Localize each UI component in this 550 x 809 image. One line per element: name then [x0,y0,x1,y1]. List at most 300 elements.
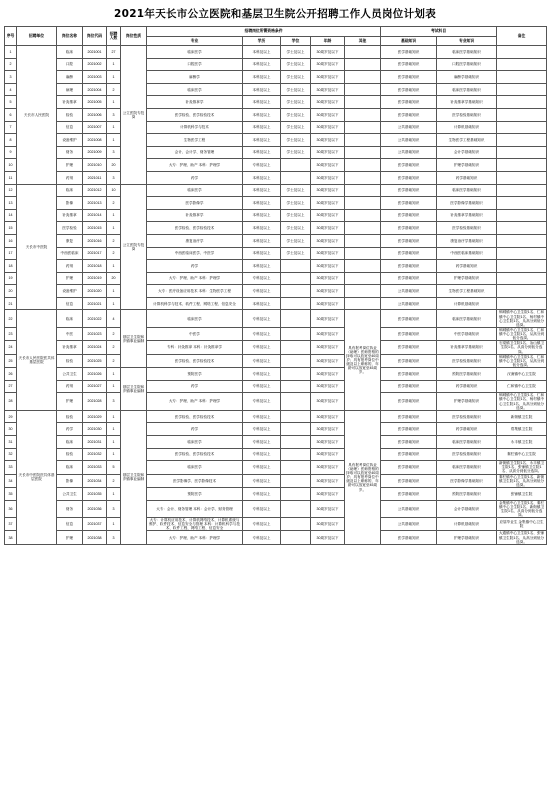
col-count: 招聘人数 [107,27,121,46]
row-seq: 31 [5,435,17,448]
post-count: 3 [107,500,121,518]
table-row [5,518,547,531]
major-requirement: 生物医学工程 [147,134,243,147]
post-name: 康复 [57,234,83,247]
exam-professional: 医学影像学基础知识 [437,474,497,487]
row-remark [497,222,547,235]
table-row [5,461,547,474]
education-requirement: 专科及以上 [243,500,281,518]
exam-basic: 医学基础知识 [381,272,437,285]
table-row [5,108,547,121]
degree-requirement: 学士及以上 [281,46,311,59]
post-name: 临床 [57,435,83,448]
post-nature: 基层卫生院和乡镇事业编制 [121,368,147,411]
post-count: 2 [107,341,121,354]
row-remark: 郑集镇卫生院 [497,423,547,436]
degree-requirement: 学士及以上 [281,134,311,147]
age-requirement: 30周岁及以下 [311,487,345,500]
age-requirement: 30周岁及以下 [311,272,345,285]
exam-professional: 医学检验基础知识 [437,448,497,461]
post-code: 2021026 [83,368,107,381]
exam-professional: 医学检验基础知识 [437,354,497,367]
major-requirement: 医学影像学、医学影像技术 [147,474,243,487]
exam-basic: 医学基础知识 [381,327,437,340]
exam-professional: 生物医学工程基础知识 [437,285,497,298]
table-row [5,46,547,59]
major-requirement: 临床医学 [147,310,243,328]
post-code: 2021035 [83,487,107,500]
exam-professional: 计算机基础知识 [437,518,497,531]
education-requirement: 专科及以上 [243,285,281,298]
row-seq: 34 [5,474,17,487]
row-remark: 秦栏镇中心卫生院 [497,448,547,461]
document-title: 2021年天长市公立医院和基层卫生院公开招聘工作人员岗位计划表 [113,8,437,20]
degree-requirement [281,354,311,367]
table-row [5,285,547,298]
degree-requirement [281,487,311,500]
exam-basic: 医学基础知识 [381,209,437,222]
exam-basic: 公共基础知识 [381,500,437,518]
major-requirement: 大专：护理、助产 本科：护理学 [147,272,243,285]
age-requirement: 30周岁及以下 [311,393,345,411]
post-code: 2021006 [83,108,107,121]
col-nature: 岗位性质 [121,27,147,46]
education-requirement: 专科及以上 [243,272,281,285]
exam-basic: 医学基础知识 [381,393,437,411]
education-requirement: 本科及以上 [243,260,281,273]
table-row [5,58,547,71]
post-name: 护理 [57,272,83,285]
post-code: 2021014 [83,209,107,222]
degree-requirement: 学士及以上 [281,197,311,210]
row-remark [497,285,547,298]
degree-requirement: 学士及以上 [281,146,311,159]
exam-professional: 药学基础知识 [437,423,497,436]
post-name: 针灸推拿 [57,96,83,109]
age-requirement: 30周岁及以下 [311,341,345,354]
table-row [5,354,547,367]
major-requirement: 针灸推拿学 [147,209,243,222]
row-remark [497,197,547,210]
post-code: 2021023 [83,327,107,340]
exam-professional: 护理学基础知识 [437,393,497,411]
education-requirement: 本科及以上 [243,121,281,134]
age-requirement: 30周岁及以下 [311,310,345,328]
post-name: 临床 [57,461,83,474]
degree-requirement: 学士及以上 [281,83,311,96]
degree-requirement: 学士及以上 [281,71,311,84]
other-requirement [345,197,381,210]
row-remark: 铜城镇中心卫生院1名、仁和镇中心卫生院1名，从高分到低分选岗。 [497,327,547,340]
exam-basic: 医学基础知识 [381,108,437,121]
post-code: 2021008 [83,134,107,147]
major-requirement: 计算机科学与技术、软件工程、网络工程、信息安全 [147,297,243,310]
major-requirement: 药学 [147,423,243,436]
row-remark: 新街镇卫生院1名、永丰镇卫生院1名、张铺镇卫生院1名、从高分到低分选岗。 [497,461,547,474]
exam-professional: 临床医学基础知识 [437,83,497,96]
degree-requirement [281,500,311,518]
post-name: 中医 [57,327,83,340]
major-requirement: 针灸推拿学 [147,96,243,109]
other-requirement [345,234,381,247]
row-remark [497,184,547,197]
post-name: 公共卫生 [57,487,83,500]
row-seq: 16 [5,234,17,247]
table-row [5,410,547,423]
row-remark [497,58,547,71]
row-remark [497,260,547,273]
table-row [5,96,547,109]
age-requirement: 30周岁及以下 [311,297,345,310]
post-code: 2021004 [83,83,107,96]
degree-requirement [281,159,311,172]
table-row [5,393,547,411]
education-requirement: 本科及以上 [243,222,281,235]
post-code: 2021007 [83,121,107,134]
education-requirement: 本科及以上 [243,247,281,260]
table-row [5,380,547,393]
age-requirement: 30周岁及以下 [311,121,345,134]
degree-requirement: 学士及以上 [281,234,311,247]
degree-requirement [281,260,311,273]
post-count: 1 [107,368,121,381]
degree-requirement [281,310,311,328]
other-requirement [345,96,381,109]
table-row [5,500,547,518]
post-name: 护理 [57,159,83,172]
post-name: 财务 [57,500,83,518]
age-requirement: 30周岁及以下 [311,461,345,474]
row-seq: 14 [5,209,17,222]
row-remark: 永丰镇卫生院 [497,435,547,448]
col-remark: 备注 [497,27,547,46]
row-seq: 19 [5,272,17,285]
exam-professional: 护理学基础知识 [437,159,497,172]
row-remark [497,247,547,260]
post-code: 2021022 [83,310,107,328]
major-requirement: 医学检验、医学检验技术 [147,354,243,367]
col-education: 学历 [243,37,281,46]
education-requirement: 本科及以上 [243,83,281,96]
table-row [5,341,547,354]
post-code: 2021034 [83,474,107,487]
exam-basic: 医学基础知识 [381,83,437,96]
table-header [5,27,547,46]
row-seq: 30 [5,423,17,436]
exam-professional: 康复治疗学基础知识 [437,234,497,247]
major-requirement: 口腔医学 [147,58,243,71]
row-remark: 张铺镇卫生院 [497,487,547,500]
table-row [5,134,547,147]
exam-basic: 医学基础知识 [381,247,437,260]
degree-requirement [281,341,311,354]
exam-professional: 临床医学基础知识 [437,310,497,328]
major-requirement: 临床医学 [147,184,243,197]
age-requirement: 30周岁及以下 [311,222,345,235]
education-requirement: 专科及以上 [243,368,281,381]
post-code: 2021024 [83,341,107,354]
post-code: 2021013 [83,197,107,210]
post-count: 2 [107,354,121,367]
post-code: 2021027 [83,380,107,393]
other-requirement [345,159,381,172]
exam-basic: 公共基础知识 [381,518,437,531]
col-exam: 考试科目 [381,27,497,37]
col-professional: 专业知识 [437,37,497,46]
table-row [5,171,547,184]
education-requirement: 专科及以上 [243,435,281,448]
col-unit: 招聘单位 [17,27,57,46]
degree-requirement [281,423,311,436]
row-seq: 12 [5,184,17,197]
other-requirement [345,58,381,71]
exam-professional: 针灸推拿学基础知识 [437,96,497,109]
exam-basic: 医学基础知识 [381,96,437,109]
row-seq: 7 [5,121,17,134]
post-name: 设备维护 [57,285,83,298]
exam-professional: 会计学基础知识 [437,146,497,159]
degree-requirement [281,461,311,474]
exam-basic: 医学基础知识 [381,197,437,210]
post-code: 2021019 [83,272,107,285]
education-requirement: 专科及以上 [243,341,281,354]
education-requirement: 本科及以上 [243,134,281,147]
row-remark: 汊涧镇中心卫生院 [497,368,547,381]
education-requirement: 专科及以上 [243,518,281,531]
age-requirement: 30周岁及以下 [311,518,345,531]
post-code: 2021033 [83,461,107,474]
col-major: 专业 [147,37,243,46]
post-count: 1 [107,487,121,500]
row-seq: 6 [5,108,17,121]
post-name: 影像 [57,197,83,210]
post-name: 临床 [57,310,83,328]
table-row [5,423,547,436]
exam-basic: 公共基础知识 [381,146,437,159]
post-name: 病理 [57,83,83,96]
post-name: 药剂 [57,380,83,393]
post-name: 信息 [57,297,83,310]
recruiting-unit: 天长市中医院医共体基层医院 [17,410,57,544]
major-requirement: 计算机科学与技术 [147,121,243,134]
post-count: 2 [107,474,121,487]
row-remark: 铜城镇中心卫生院1名、仁和镇中心卫生院1名，从高分到低分选岗。 [497,354,547,367]
post-code: 2021028 [83,393,107,411]
row-seq: 32 [5,448,17,461]
exam-basic: 医学基础知识 [381,260,437,273]
row-remark: 金集镇中心卫生院1名、秦栏镇中心卫生院1名、新街镇卫生院1名，从高分到低分选岗。 [497,500,547,518]
exam-professional: 护理学基础知识 [437,531,497,544]
post-code: 2021002 [83,58,107,71]
age-requirement: 30周岁及以下 [311,134,345,147]
table-row [5,247,547,260]
major-requirement: 临床医学 [147,83,243,96]
post-count: 2 [107,247,121,260]
education-requirement: 本科及以上 [243,197,281,210]
degree-requirement [281,380,311,393]
major-requirement: 大专：护理、助产 本科：护理学 [147,531,243,544]
post-name: 药学 [57,423,83,436]
row-seq: 15 [5,222,17,235]
post-name: 信息 [57,121,83,134]
age-requirement: 30周岁及以下 [311,209,345,222]
post-code: 2021038 [83,531,107,544]
post-count: 2 [107,197,121,210]
post-name: 信息 [57,518,83,531]
exam-basic: 公共基础知识 [381,285,437,298]
other-requirement [345,83,381,96]
post-code: 2021025 [83,354,107,367]
post-name: 护理 [57,393,83,411]
row-remark: 应届毕业生 金集镇中心卫生院 [497,518,547,531]
other-requirement [345,171,381,184]
row-seq: 37 [5,518,17,531]
exam-professional: 会计学基础知识 [437,500,497,518]
degree-requirement [281,448,311,461]
exam-professional: 医学影像学基础知识 [437,197,497,210]
education-requirement: 本科及以上 [243,297,281,310]
exam-professional: 计算机基础知识 [437,297,497,310]
post-code: 2021003 [83,71,107,84]
age-requirement: 30周岁及以下 [311,171,345,184]
post-count: 27 [107,46,121,59]
post-nature: 基层卫生院和乡镇事业编制 [121,310,147,368]
education-requirement: 专科及以上 [243,159,281,172]
post-count: 1 [107,71,121,84]
major-requirement: 药学 [147,260,243,273]
exam-basic: 医学基础知识 [381,159,437,172]
col-other: 其他 [345,37,381,46]
other-requirement [345,247,381,260]
table-body [5,46,547,545]
row-seq: 25 [5,354,17,367]
row-seq: 36 [5,500,17,518]
post-name: 检验 [57,448,83,461]
post-count: 3 [107,146,121,159]
age-requirement: 30周岁及以下 [311,71,345,84]
row-seq: 4 [5,83,17,96]
degree-requirement: 学士及以上 [281,222,311,235]
row-seq: 29 [5,410,17,423]
education-requirement: 本科及以上 [243,171,281,184]
education-requirement: 专科及以上 [243,474,281,487]
recruiting-unit: 天长市人民医院医共体基层医院 [17,310,57,410]
post-count: 1 [107,96,121,109]
education-requirement: 本科及以上 [243,234,281,247]
row-remark: 新街镇卫生院 [497,410,547,423]
post-nature: 公立医院专技岗 [121,46,147,185]
education-requirement: 专科及以上 [243,410,281,423]
post-name: 针灸推拿 [57,341,83,354]
exam-professional: 中医学基础知识 [437,327,497,340]
post-code: 2021029 [83,410,107,423]
post-count: 1 [107,448,121,461]
post-code: 2021036 [83,500,107,518]
post-count: 2 [107,83,121,96]
post-count: 1 [107,121,121,134]
other-requirement [345,71,381,84]
post-code: 2021012 [83,184,107,197]
row-seq: 11 [5,171,17,184]
post-code: 2021011 [83,171,107,184]
row-remark [497,96,547,109]
exam-basic: 医学基础知识 [381,368,437,381]
exam-professional: 临床医学基础知识 [437,461,497,474]
post-nature: 基层卫生院和乡镇事业编制 [121,410,147,544]
col-seq: 序号 [5,27,17,46]
degree-requirement [281,393,311,411]
post-count: 3 [107,531,121,544]
exam-professional: 计算机基础知识 [437,121,497,134]
row-remark: 石梁镇卫生院1名、冶山镇卫生院1名，从高分到低分选岗。 [497,341,547,354]
education-requirement: 本科及以上 [243,58,281,71]
post-code: 2021037 [83,518,107,531]
exam-basic: 医学基础知识 [381,410,437,423]
exam-basic: 医学基础知识 [381,310,437,328]
table-row [5,159,547,172]
post-count: 1 [107,58,121,71]
post-code: 2021032 [83,448,107,461]
age-requirement: 30周岁及以下 [311,234,345,247]
row-remark [497,46,547,59]
table-row [5,146,547,159]
major-requirement: 大专：护理、助产 本科：护理学 [147,393,243,411]
degree-requirement [281,285,311,298]
table-row [5,272,547,285]
major-requirement: 专科：针灸推拿 本科：针灸推拿学 [147,341,243,354]
table-row [5,327,547,340]
post-count: 1 [107,222,121,235]
post-name: 检验 [57,410,83,423]
row-seq: 33 [5,461,17,474]
age-requirement: 30周岁及以下 [311,285,345,298]
exam-basic: 医学基础知识 [381,487,437,500]
col-conditions: 招聘岗位所需资格条件 [147,27,381,37]
other-requirement [345,46,381,59]
post-name: 医学检验 [57,222,83,235]
exam-basic: 医学基础知识 [381,46,437,59]
post-name: 临床 [57,46,83,59]
post-count: 2 [107,327,121,340]
age-requirement: 30周岁及以下 [311,474,345,487]
table-row [5,209,547,222]
exam-professional: 中西医临床基础知识 [437,247,497,260]
post-name: 设备维护 [57,134,83,147]
post-name: 口腔 [57,58,83,71]
row-seq: 9 [5,146,17,159]
exam-basic: 公共基础知识 [381,134,437,147]
other-requirement: 具有报考岗位执业（助理）医师资格的择取可以放宽至40周岁；具有报考岗位中级及以上职称的，年龄可以放宽至45周岁。 [345,310,381,410]
other-requirement: 具有报考岗位执业（助理）医师资格的择取可以放宽至40周岁；具有报考岗位中级及以上职称的，年龄可以放宽至45周岁。 [345,410,381,544]
col-basic: 基础知识 [381,37,437,46]
education-requirement: 本科及以上 [243,96,281,109]
exam-basic: 医学基础知识 [381,354,437,367]
education-requirement: 本科及以上 [243,209,281,222]
col-post-code: 岗位代码 [83,27,107,46]
col-age: 年龄 [311,37,345,46]
major-requirement: 医学影像学 [147,197,243,210]
row-seq: 23 [5,327,17,340]
degree-requirement: 学士及以上 [281,96,311,109]
age-requirement: 30周岁及以下 [311,96,345,109]
table-row [5,260,547,273]
exam-basic: 医学基础知识 [381,341,437,354]
row-remark [497,146,547,159]
post-count: 3 [107,171,121,184]
education-requirement: 专科及以上 [243,448,281,461]
other-requirement [345,108,381,121]
degree-requirement [281,327,311,340]
